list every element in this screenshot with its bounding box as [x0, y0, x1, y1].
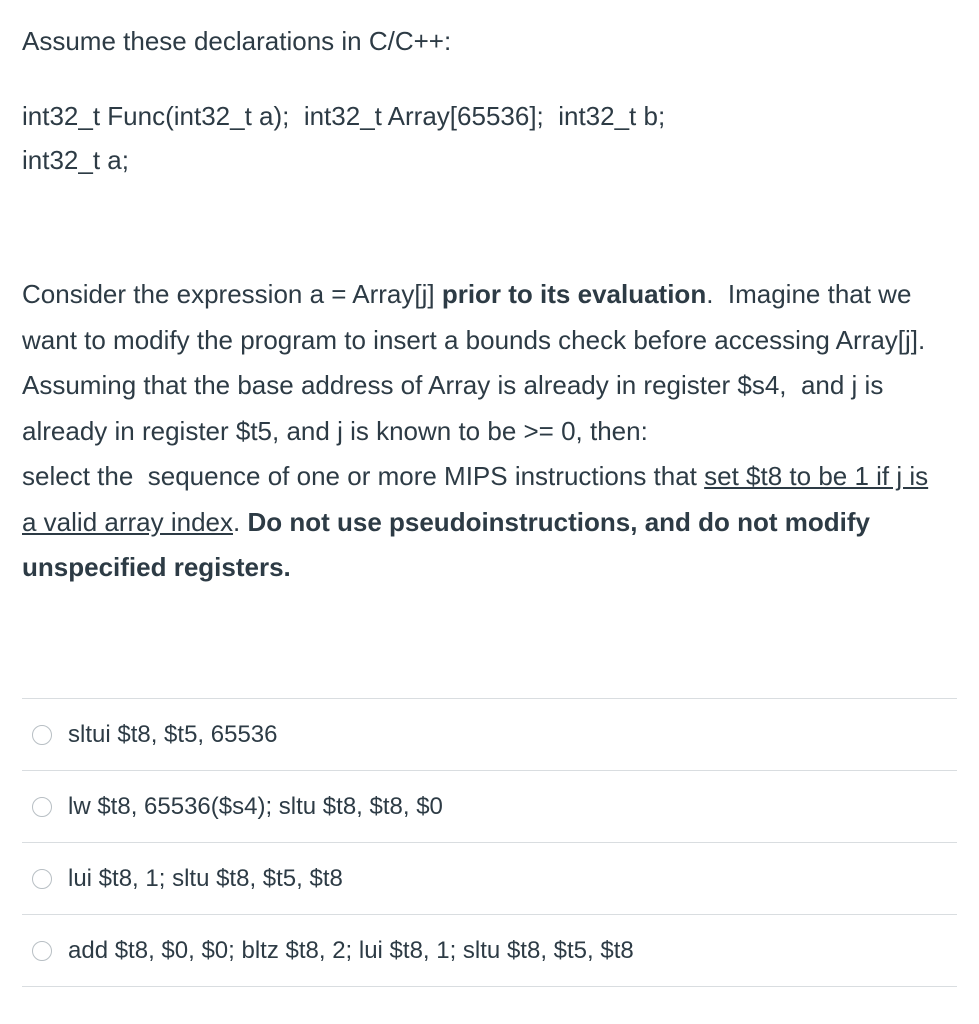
prompt-emphasis-2: Do not use pseudoinstructions, and do not modify unspecified registers. — [22, 506, 870, 582]
prompt-text-4: . — [233, 506, 248, 537]
question-prompt — [22, 272, 947, 591]
answer-option[interactable] — [22, 915, 957, 987]
radio-button[interactable] — [32, 725, 52, 745]
prompt-text-1: Consider the expression a = Array[j] — [22, 279, 442, 309]
answer-option[interactable] — [22, 699, 957, 771]
prompt-emphasis-1: prior to its evaluation — [441, 279, 707, 309]
radio-button[interactable] — [32, 797, 52, 817]
answer-label[interactable]: lui $t8, 1; sltu $t8, $t5, $t8 — [68, 864, 343, 892]
answer-label[interactable]: sltui $t8, $t5, 65536 — [68, 720, 278, 748]
radio-button[interactable] — [32, 941, 52, 961]
answer-option[interactable] — [22, 843, 957, 915]
radio-button[interactable] — [32, 869, 52, 889]
question-intro: Assume these declarations in C/C++: — [22, 26, 452, 56]
declarations-line-1: int32_t Func(int32_t a); int32_t Array[65536]; int32_t b; — [22, 101, 666, 131]
answer-list — [22, 698, 957, 987]
prompt-underlined-requirement: set $t8 to be 1 if j is a valid array index — [22, 461, 929, 537]
answer-label[interactable]: lw $t8, 65536($s4); sltu $t8, $t8, $0 — [68, 792, 443, 820]
answer-label[interactable]: add $t8, $0, $0; bltz $t8, 2; lui $t8, 1; sltu $t8, $t5, $t8 — [68, 936, 634, 964]
declarations — [22, 94, 665, 182]
prompt-text-2: . Imagine that we want to modify the program to insert a bounds check before accessing Array[j]. Assuming that the base address of Array is already in register $s4, and j is already in register $t5, and j is known to be >= 0, then: — [22, 279, 932, 446]
declarations-line-2: int32_t a; — [22, 145, 129, 175]
answer-option[interactable] — [22, 771, 957, 843]
prompt-text-3: select the sequence of one or more MIPS instructions that — [22, 461, 705, 491]
